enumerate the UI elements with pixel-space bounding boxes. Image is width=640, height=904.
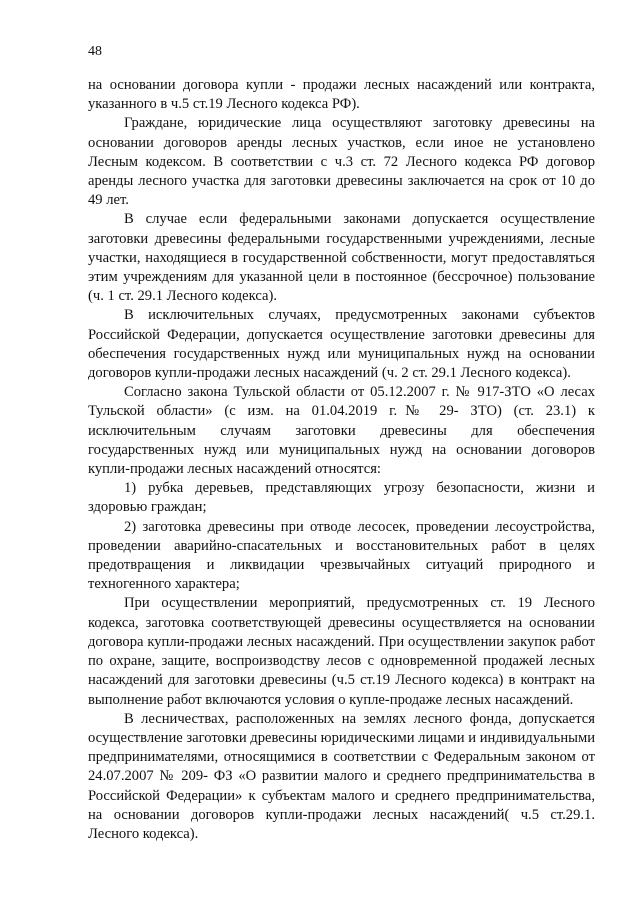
paragraph: Граждане, юридические лица осуществляют заготовку древесины на основании договоров аренды лесных участков, если иное не установлено Лесным кодексом. В соответствии с ч.3 ст. 72 Лесного кодекса РФ договор аренды лесного участка для заготовки древесины заключается на срок от 10 до 49 лет. (88, 115, 595, 209)
page-number: 48 (88, 44, 102, 59)
paragraph: на основании договора купли - продажи лесных насаждений или контракта, указанного в ч.5 ст.19 Лесного кодекса РФ). (88, 77, 595, 113)
paragraph: В случае если федеральными законами допускается осуществление заготовки древесины федеральными государственными учреждениями, лесные участки, находящиеся в государственной собственности, могут предоставляться этим учреждениям для указанной цели в постоянное (бессрочное) пользование (ч. 1 ст. 29.1 Лесного кодекса). (88, 211, 595, 305)
document-body (88, 76, 595, 844)
list-item: 1) рубка деревьев, представляющих угрозу безопасности, жизни и здоровью граждан; (88, 480, 595, 516)
paragraph: В лесничествах, расположенных на землях лесного фонда, допускается осуществление заготовки древесины юридическими лицами и индивидуальными предпринимателями, относящимися в соответствии с Федеральным законом от 24.07.2007 № 209- ФЗ «О развитии малого и среднего предпринимательства в Российской Федерации» к субъектам малого и среднего предпринимательства, на основании договоров купли-продажи лесных насаждений( ч.5 ст.29.1. Лесного кодекса). (88, 710, 595, 842)
list-item: 2) заготовка древесины при отводе лесосек, проведении лесоустройства, проведении аварийно-спасательных и восстановительных работ в целях предотвращения и ликвидации чрезвычайных ситуаций природного и техногенного характера; (88, 518, 595, 593)
paragraph: При осуществлении мероприятий, предусмотренных ст. 19 Лесного кодекса, заготовка соответствующей древесины осуществляется на основании договора купли-продажи лесных насаждений. При осуществлении закупок работ по охране, защите, воспроизводству лесов с одновременной продажей лесных насаждений для заготовки древесины (ч.5 ст.19 Лесного кодекса) в контракт на выполнение работ включаются условия о купле-продаже лесных насаждений. (88, 595, 595, 708)
paragraph: Согласно закона Тульской области от 05.12.2007 г. № 917-ЗТО «О лесах Тульской области» (с изм. на 01.04.2019 г.№ 29- ЗТО) (ст. 23.1) к исключительным случаям заготовки древесины для обеспечения государственных нужд или муниципальных нужд на основании договоров купли-продажи лесных насаждений относятся: (88, 384, 595, 478)
paragraph: В исключительных случаях, предусмотренных законами субъектов Российской Федерации, допускается осуществление заготовки древесины для обеспечения государственных нужд или муниципальных нужд на основании договоров купли-продажи лесных насаждений (ч. 2 ст. 29.1 Лесного кодекса). (88, 307, 595, 382)
